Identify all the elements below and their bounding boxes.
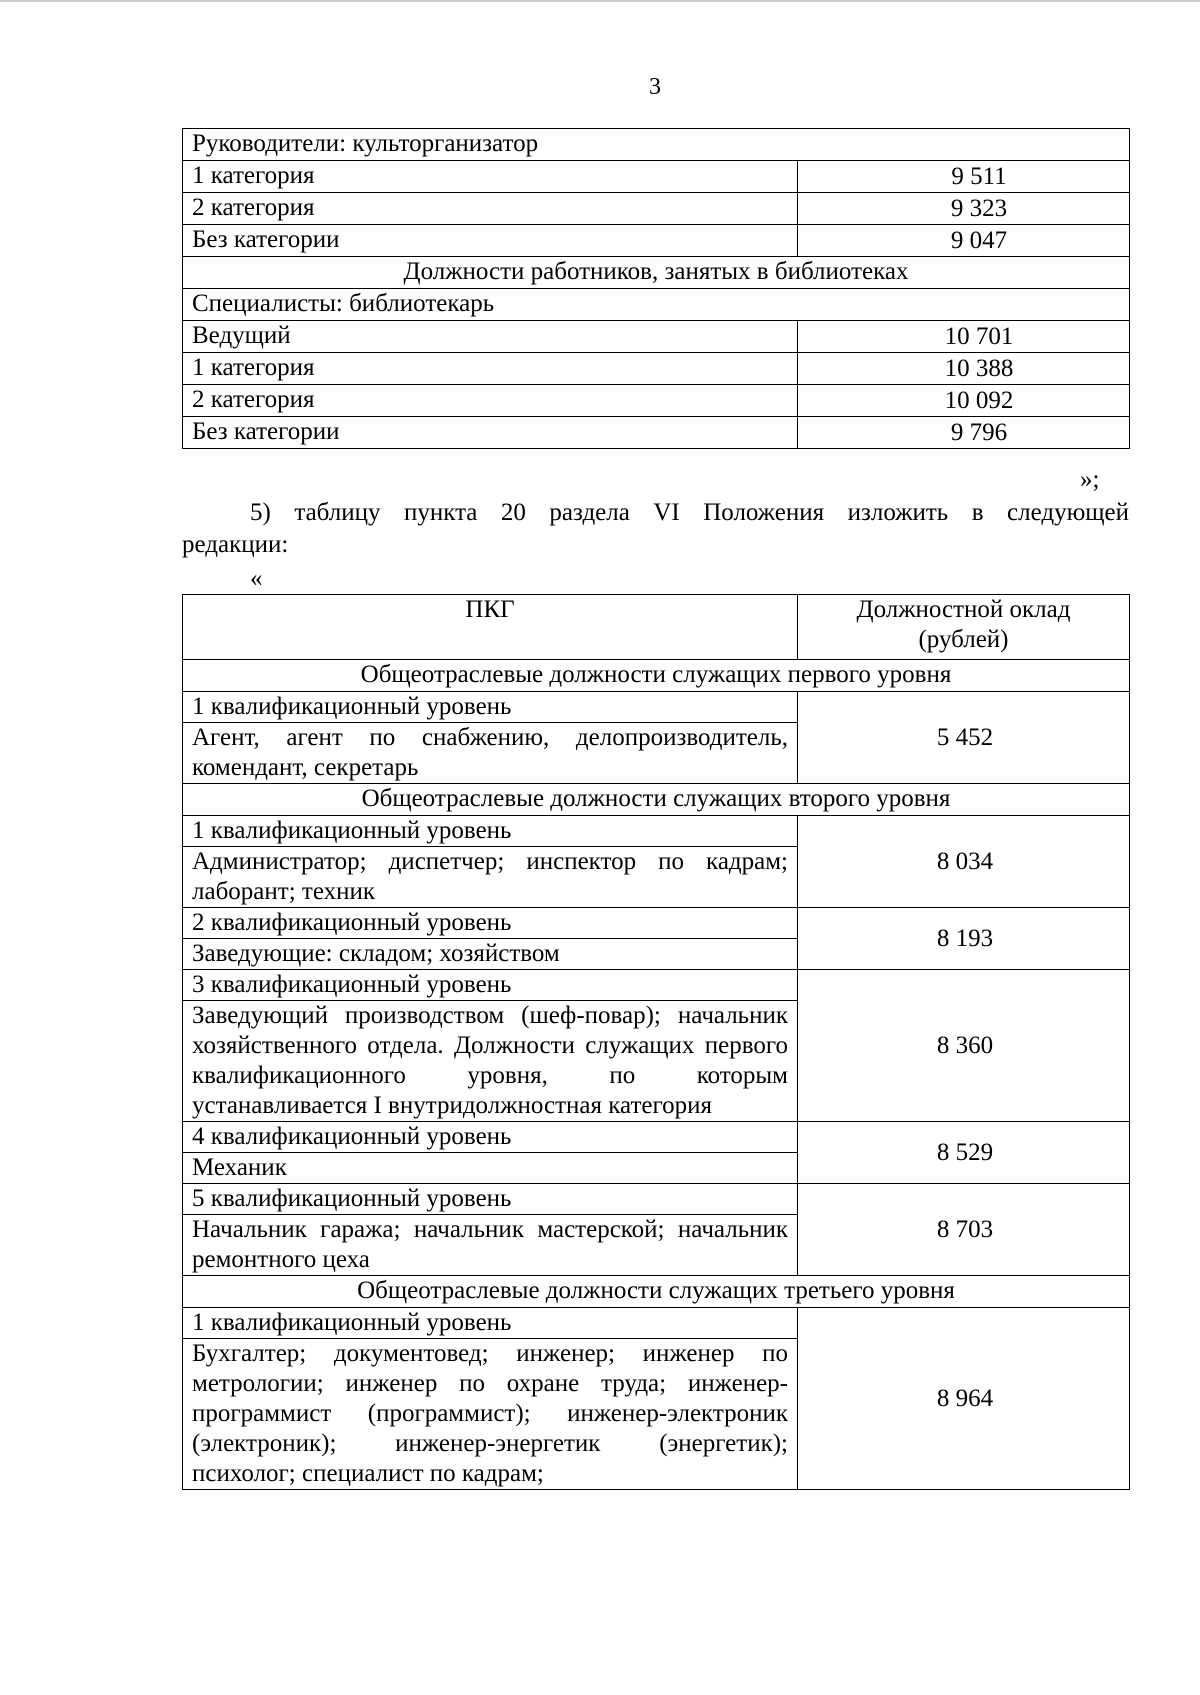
level-row [183, 1308, 1130, 1339]
salary-value: 8 034 [798, 816, 1130, 908]
salary-value: 9 511 [798, 161, 1130, 193]
level-row [183, 1184, 1130, 1215]
table-culture-library-salaries [182, 128, 1130, 449]
qualification-level: 5 квалификационный уровень [183, 1184, 798, 1215]
section-title: Общеотраслевые должности служащих первого уровня [183, 660, 1130, 692]
level-row [183, 1122, 1130, 1153]
level-row [183, 816, 1130, 847]
table-row [183, 257, 1130, 289]
positions-list: Начальник гаража; начальник мастерской; начальник ремонтного цеха [183, 1215, 798, 1276]
header-salary-line-2: (рублей) [918, 626, 1009, 653]
group-title: Специалисты: библиотекарь [183, 289, 1130, 321]
table-pkg-salaries [182, 594, 1130, 1490]
salary-value: 10 092 [798, 385, 1130, 417]
table-row [183, 385, 1130, 417]
salary-value: 9 323 [798, 193, 1130, 225]
category-label: Без категории [183, 225, 798, 257]
section-row [183, 660, 1130, 692]
qualification-level: 2 квалификационный уровень [183, 908, 798, 939]
table-header-row [183, 595, 1130, 660]
level-row [183, 692, 1130, 723]
table-row [183, 161, 1130, 193]
salary-value: 8 193 [798, 908, 1130, 970]
qualification-level: 4 квалификационный уровень [183, 1122, 798, 1153]
salary-value: 10 701 [798, 321, 1130, 353]
positions-list: Заведующий производством (шеф-повар); начальник хозяйственного отдела. Должности служащих первого квалификационного уровня, по которым устанавливается I внутридолжностная категория [183, 1001, 798, 1122]
table-row [183, 321, 1130, 353]
salary-value: 8 964 [798, 1308, 1130, 1490]
salary-value: 9 796 [798, 417, 1130, 449]
category-label: 1 категория [183, 161, 798, 193]
paragraph-line-2: редакции: [182, 531, 289, 558]
salary-value: 8 703 [798, 1184, 1130, 1276]
category-label: 2 категория [183, 385, 798, 417]
level-row [183, 908, 1130, 939]
group-title: Руководители: культорганизатор [183, 129, 1130, 161]
category-label: 2 категория [183, 193, 798, 225]
qualification-level: 1 квалификационный уровень [183, 816, 798, 847]
positions-list: Администратор; диспетчер; инспектор по кадрам; лаборант; техник [183, 847, 798, 908]
page-number: 3 [649, 74, 661, 100]
section-title: Должности работников, занятых в библиотеках [183, 257, 1130, 289]
table-row [183, 193, 1130, 225]
qualification-level: 3 квалификационный уровень [183, 970, 798, 1001]
section-title: Общеотраслевые должности служащих второго уровня [183, 784, 1130, 816]
table-row [183, 353, 1130, 385]
salary-value: 5 452 [798, 692, 1130, 784]
header-pkg: ПКГ [183, 595, 798, 660]
qualification-level: 1 квалификационный уровень [183, 692, 798, 723]
closing-quote: »; [1080, 466, 1100, 493]
header-salary-line-1: Должностной оклад [856, 596, 1071, 623]
table-row [183, 225, 1130, 257]
positions-list: Бухгалтер; документовед; инженер; инженер по метрологии; инженер по охране труда; инженер-программист (программист); инженер-электроник (электроник); инженер-энергетик (энергетик); психолог; специалист по кадрам; [183, 1339, 798, 1490]
salary-value: 8 360 [798, 970, 1130, 1122]
table-row [183, 289, 1130, 321]
salary-value: 9 047 [798, 225, 1130, 257]
category-label: Ведущий [183, 321, 798, 353]
category-label: Без категории [183, 417, 798, 449]
section-row [183, 784, 1130, 816]
category-label: 1 категория [183, 353, 798, 385]
level-row [183, 970, 1130, 1001]
positions-list: Заведующие: складом; хозяйством [183, 939, 798, 970]
salary-value: 10 388 [798, 353, 1130, 385]
opening-quote: « [250, 565, 263, 592]
salary-value: 8 529 [798, 1122, 1130, 1184]
amendment-paragraph [182, 497, 1129, 561]
table-row [183, 417, 1130, 449]
qualification-level: 1 квалификационный уровень [183, 1308, 798, 1339]
table-row [183, 129, 1130, 161]
section-row [183, 1276, 1130, 1308]
positions-list: Механик [183, 1153, 798, 1184]
positions-list: Агент, агент по снабжению, делопроизводитель, комендант, секретарь [183, 723, 798, 784]
paragraph-line-1: 5) таблицу пункта 20 раздела VI Положения изложить в следующей [250, 499, 1129, 526]
section-title: Общеотраслевые должности служащих третьего уровня [183, 1276, 1130, 1308]
header-salary [798, 595, 1130, 660]
scan-top-edge [0, 0, 1200, 2]
